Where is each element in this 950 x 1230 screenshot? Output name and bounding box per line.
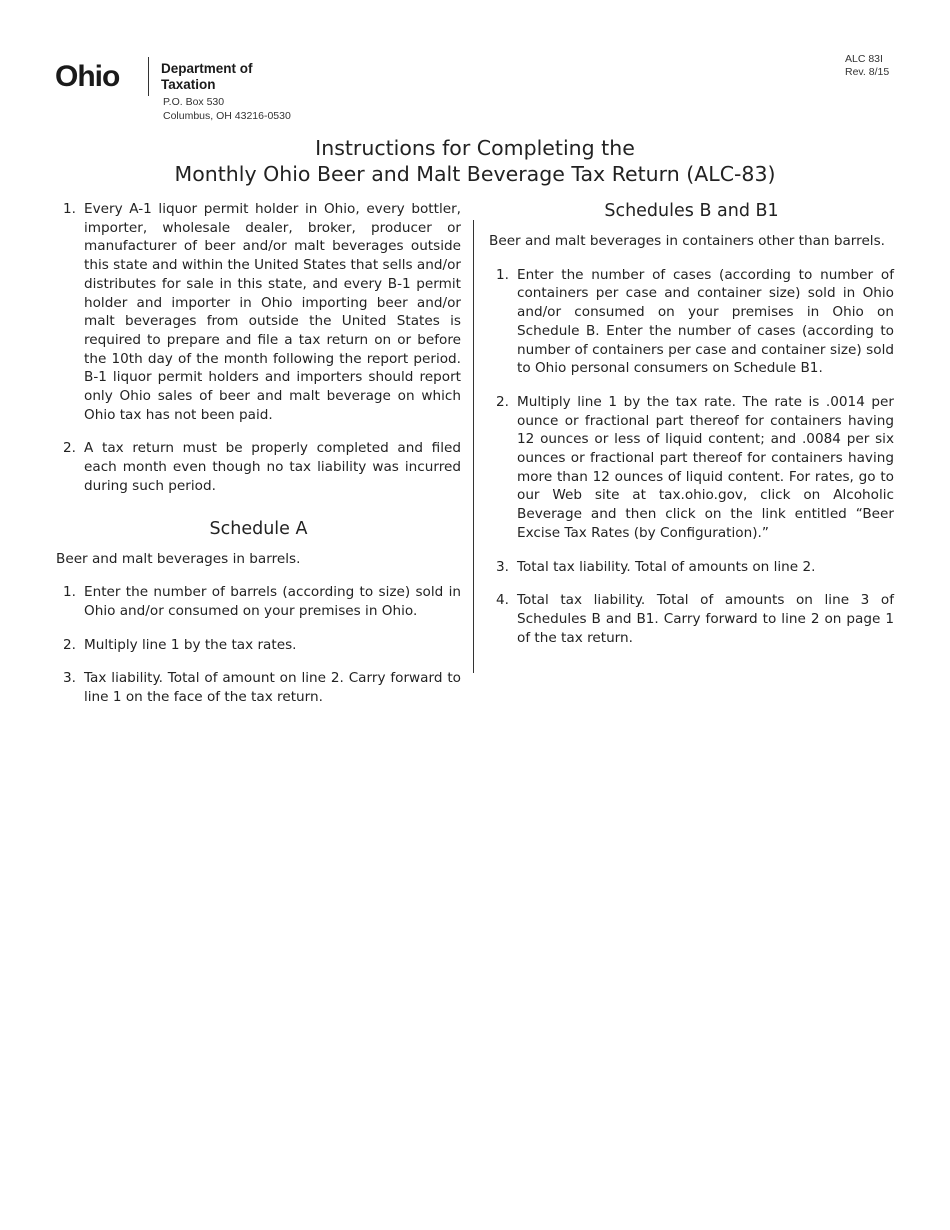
schedule-a-item bbox=[56, 636, 461, 655]
item-number: 4. bbox=[496, 592, 509, 609]
schedule-a-heading: Schedule A bbox=[209, 518, 308, 539]
address-line-1: P.O. Box 530 bbox=[163, 96, 225, 108]
schedule-a-item bbox=[56, 669, 461, 706]
item-text: Total tax liability. Total of amounts on line 3 of Schedules B and B1. Carry forward to line 2 on page 1 of the tax return. bbox=[517, 592, 894, 646]
item-number: 3. bbox=[496, 558, 509, 575]
ohio-logo-wordmark: Ohio bbox=[55, 60, 120, 93]
item-text: Multiply line 1 by the tax rate. The rate is .0014 per ounce or fractional part thereof for containers having 12 ounces or less of liquid content; and .0084 per six ounces or fractional part thereof for containers having more than 12 ounces of liquid content. For rates, go to our Web site at tax.ohio.gov, click on Alcoholic Beverage and then click on the link entitled “Beer Excise Tax Rates (by Configuration).” bbox=[517, 393, 894, 541]
item-text: Every A-1 liquor permit holder in Ohio, every bottler, importer, wholesale dealer, broker, producer or manufacturer of beer and/or malt beverages outside this state and within the United States that sells and/or distributes for sale in this state, and every B-1 permit holder and importer in Ohio importing beer and/or malt beverages from outside the United States is required to prepare and file a tax return on or before the 10th day of the month following the report period. B-1 liquor permit holders and importers should report only Ohio sales of beer and malt beverage on which Ohio tax has not been paid. bbox=[84, 201, 461, 423]
schedule-b-heading: Schedules B and B1 bbox=[604, 201, 779, 221]
item-text: Total tax liability. Total of amounts on line 2. bbox=[517, 558, 816, 575]
logo-divider bbox=[148, 57, 149, 96]
right-column bbox=[489, 200, 894, 662]
item-number: 2. bbox=[496, 393, 509, 410]
item-text: A tax return must be properly completed and filed each month even though no tax liability was incurred during such period. bbox=[84, 440, 461, 494]
general-instruction-item bbox=[56, 200, 461, 424]
schedule-a-item bbox=[56, 583, 461, 620]
department-name: Department of Taxation bbox=[161, 61, 253, 92]
item-text: Multiply line 1 by the tax rates. bbox=[84, 636, 297, 653]
schedule-a-intro: Beer and malt beverages in barrels. bbox=[56, 550, 301, 567]
schedule-b-item bbox=[489, 393, 894, 543]
general-instruction-item bbox=[56, 439, 461, 495]
schedule-b-item bbox=[489, 558, 894, 577]
general-instructions-list bbox=[56, 200, 461, 496]
column-divider bbox=[473, 220, 474, 673]
schedule-a-list bbox=[56, 583, 461, 707]
item-number: 1. bbox=[63, 584, 76, 601]
document-title-line-1: Instructions for Completing the bbox=[315, 136, 635, 160]
item-text: Enter the number of barrels (according to size) sold in Ohio and/or consumed on your premises in Ohio. bbox=[84, 584, 461, 619]
schedule-b-item bbox=[489, 266, 894, 378]
document-title-line-2: Monthly Ohio Beer and Malt Beverage Tax Return (ALC-83) bbox=[174, 162, 776, 186]
item-number: 2. bbox=[63, 636, 76, 653]
mailing-address bbox=[163, 95, 291, 123]
item-number: 3. bbox=[63, 670, 76, 687]
form-identifier bbox=[845, 53, 889, 79]
form-revision: Rev. 8/15 bbox=[845, 66, 890, 78]
address-line-2: Columbus, OH 43216-0530 bbox=[163, 110, 291, 122]
form-number: ALC 83I bbox=[845, 53, 883, 65]
item-text: Enter the number of cases (according to number of containers per case and container size) sold in Ohio and/or consumed on your premises in Ohio on Schedule B. Enter the number of cases (according to number of containers per case and container size) sold to Ohio personal consumers on Schedule B1. bbox=[517, 266, 894, 377]
schedule-b-list bbox=[489, 266, 894, 648]
item-number: 1. bbox=[63, 201, 76, 217]
item-number: 2. bbox=[63, 440, 76, 457]
schedule-b-intro: Beer and malt beverages in containers other than barrels. bbox=[489, 233, 885, 249]
item-text: Tax liability. Total of amount on line 2. Carry forward to line 1 on the face of the tax return. bbox=[84, 670, 461, 706]
item-number: 1. bbox=[496, 266, 509, 283]
left-column bbox=[56, 200, 461, 722]
schedule-b-item bbox=[489, 591, 894, 647]
